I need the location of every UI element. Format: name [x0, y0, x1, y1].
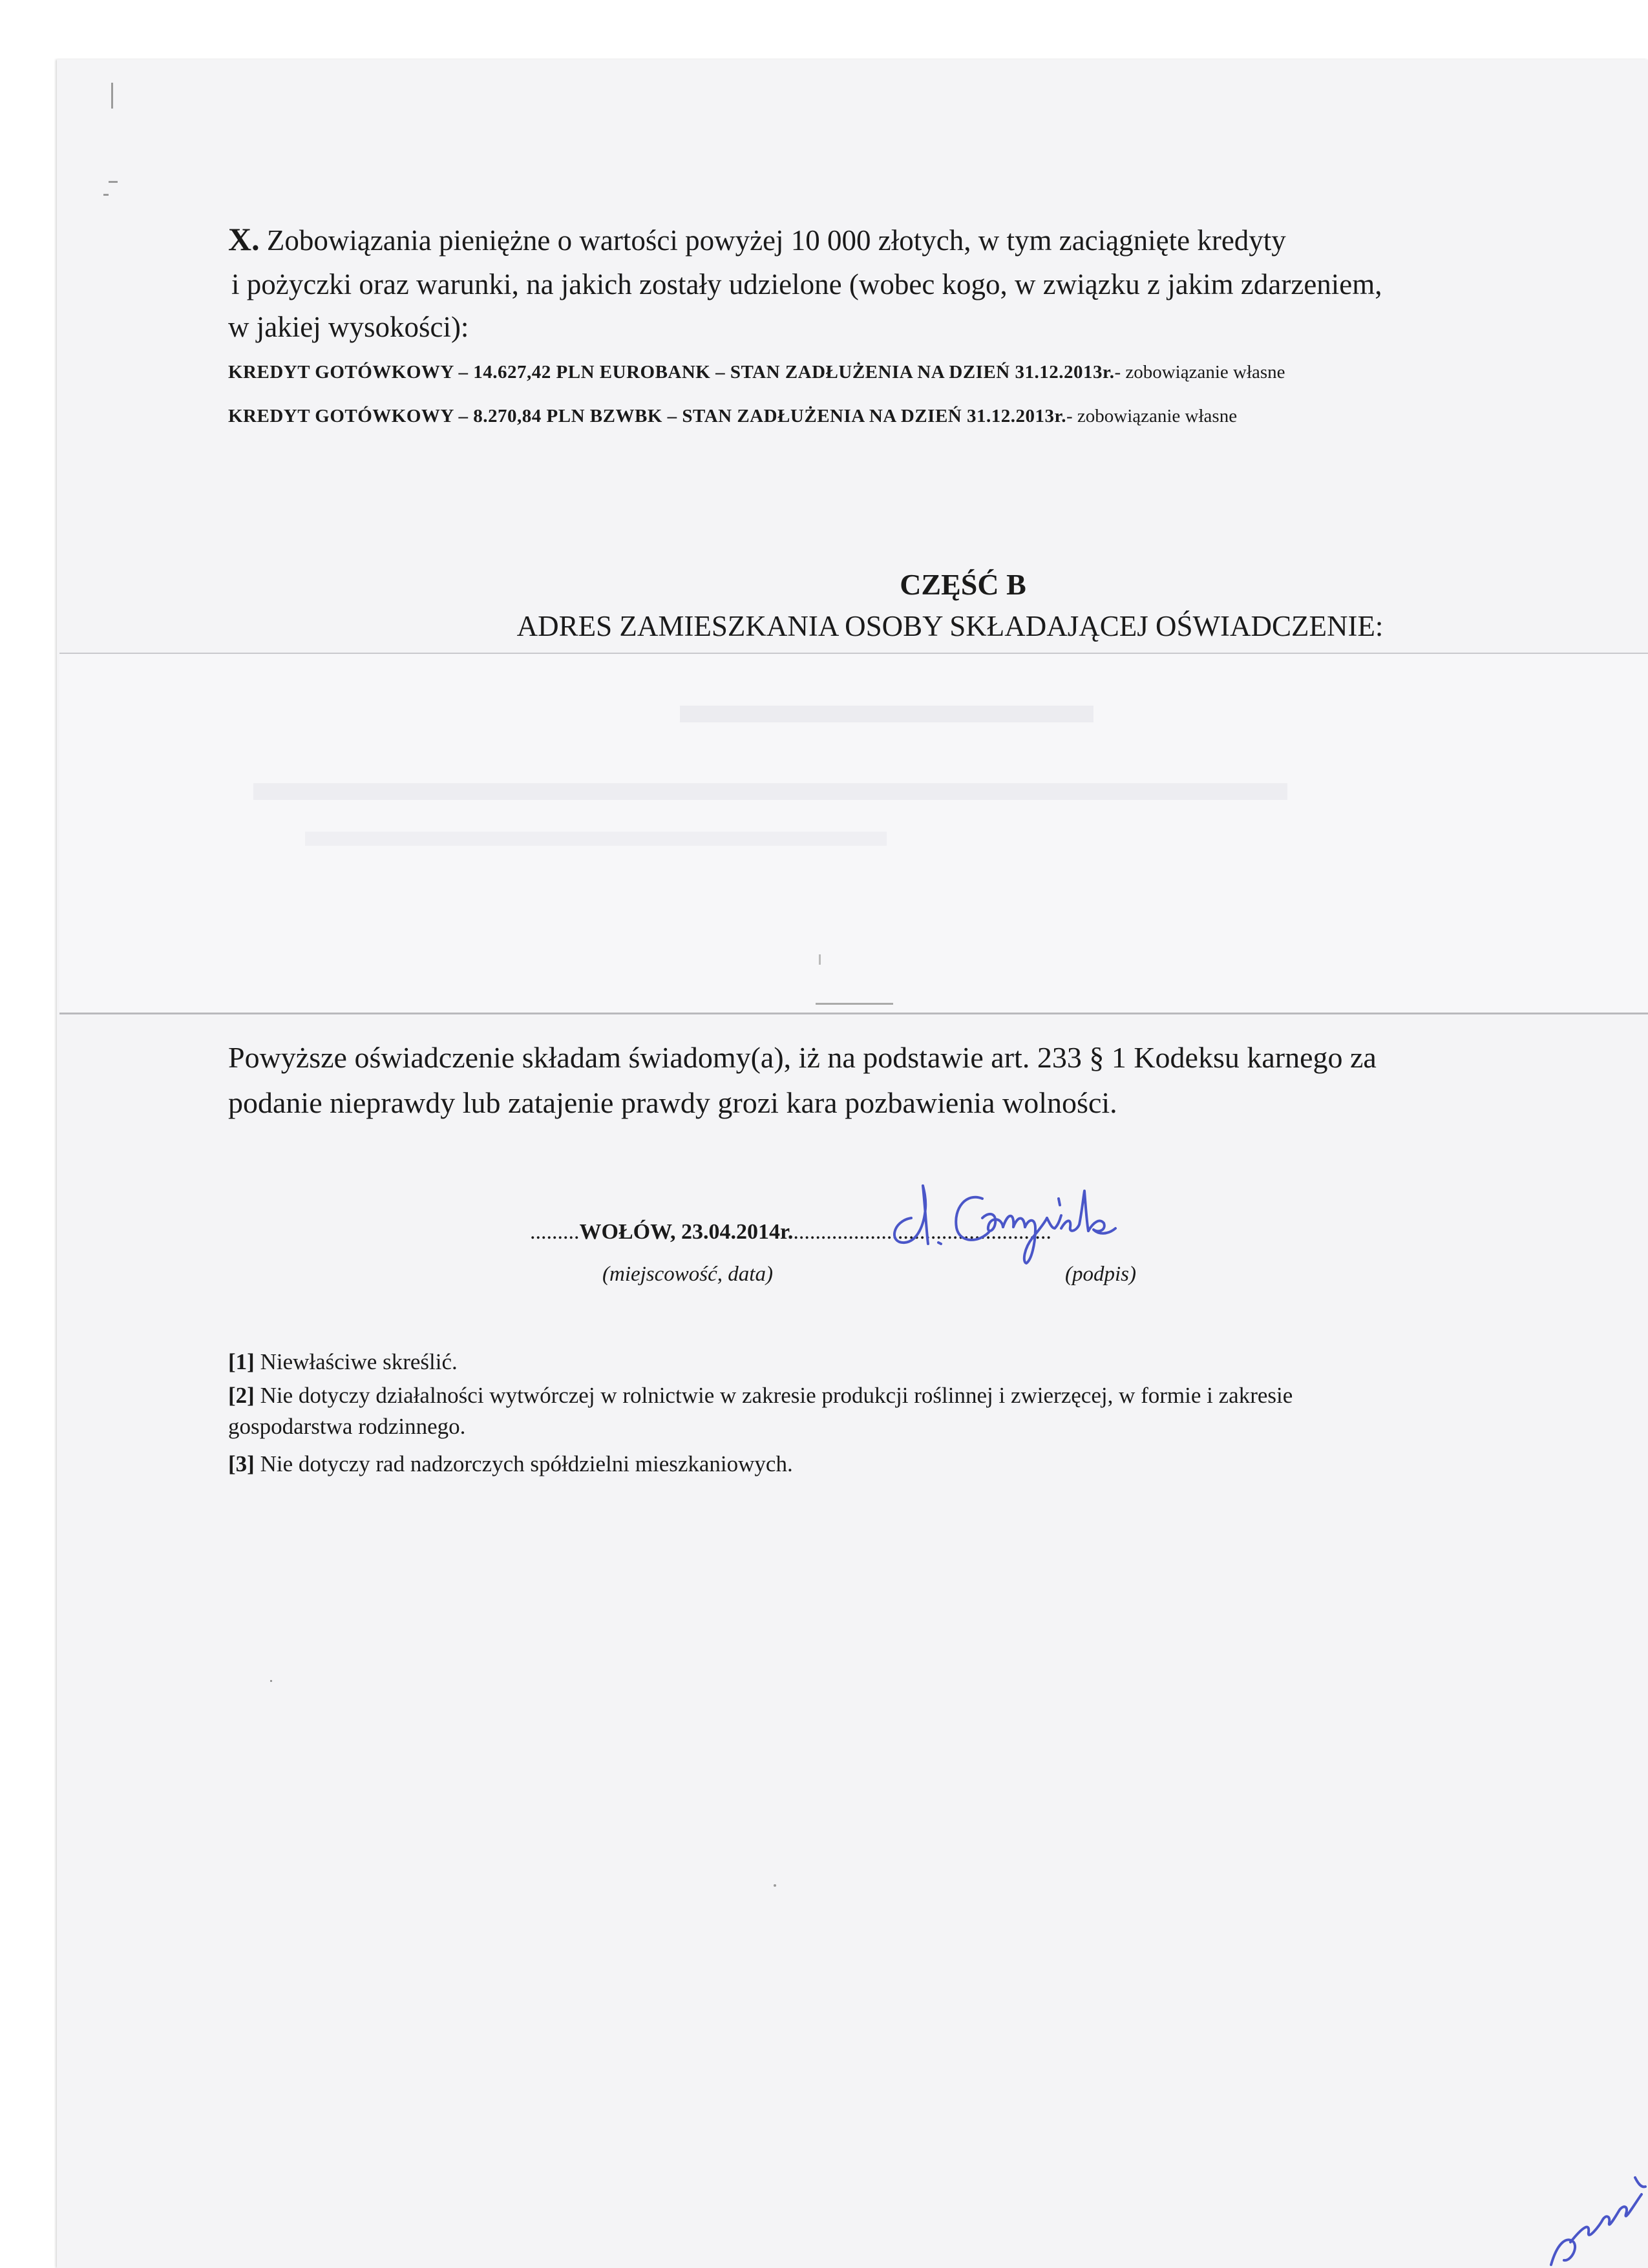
- footnote-2: [228, 1380, 1293, 1411]
- declaration-line-1: Powyższe oświadczenie składam świadomy(a), iż na podstawie art. 233 § 1 Kodeksu karnego za: [228, 1041, 1377, 1074]
- place-date-caption: (miejscowość, data): [602, 1263, 773, 1286]
- covered-address-area: [59, 653, 1648, 1014]
- part-b-subtitle: ADRES ZAMIESZKANIA OSOBY SKŁADAJĄCEJ OŚWIADCZENIE:: [516, 610, 1384, 642]
- declaration-line-2: podanie nieprawdy lub zatajenie prawdy grozi kara pozbawienia wolności.: [228, 1086, 1117, 1119]
- scan-mark: [270, 1680, 272, 1682]
- footnote-1-mark: [1]: [228, 1349, 255, 1374]
- loan-entry-2-tail: - zobowiązanie własne: [1066, 406, 1238, 426]
- signature-caption: (podpis): [1065, 1263, 1136, 1286]
- signature-dots-right: ...............................................: [793, 1220, 1051, 1244]
- scan-mark: [774, 1884, 776, 1887]
- loan-entry-1-text: KREDYT GOTÓWKOWY – 14.627,42 PLN EUROBANK – STAN ZADŁUŻENIA NA DZIEŃ 31.12.2013r.: [228, 362, 1115, 383]
- section-x-text: Zobowiązania pieniężne o wartości powyżej 10 000 złotych, w tym zaciągnięte kredyty: [266, 224, 1286, 257]
- footnote-3: [228, 1449, 793, 1480]
- scan-mark: [109, 181, 118, 183]
- section-x-line-3: w jakiej wysokości):: [228, 311, 469, 343]
- faint-show-through: [305, 832, 887, 846]
- scan-mark: [111, 83, 113, 109]
- footnote-1-text: Niewłaściwe skreślić.: [260, 1349, 458, 1374]
- faint-show-through: [680, 706, 1093, 722]
- part-b-title: CZĘŚĆ B: [900, 568, 1026, 601]
- footnote-2-continuation: gospodarstwa rodzinnego.: [228, 1414, 466, 1439]
- scan-mark: [819, 954, 821, 965]
- loan-entry-1-tail: - zobowiązanie własne: [1114, 362, 1285, 383]
- loan-entry-1: [228, 362, 1285, 383]
- footnote-3-text: Nie dotyczy rad nadzorczych spółdzielni mieszkaniowych.: [260, 1451, 793, 1476]
- section-x-line-1: [228, 220, 1286, 260]
- section-x-line-2: i pożyczki oraz warunki, na jakich zostały udzielone (wobec kogo, w związku z jakim zdarzeniem,: [231, 268, 1382, 300]
- handwritten-signature: [885, 1173, 1189, 1270]
- signature-dots-left: .........: [530, 1220, 580, 1244]
- scanner-margin: [0, 0, 1648, 58]
- footnote-1: [228, 1347, 458, 1378]
- footnote-2-mark: [2]: [228, 1383, 255, 1408]
- section-x-marker: X.: [228, 221, 260, 257]
- document-page: [57, 59, 1648, 2268]
- place-date: WOŁÓW, 23.04.2014r.: [579, 1220, 794, 1244]
- loan-entry-2: [228, 406, 1237, 427]
- scan-mark: [816, 1003, 893, 1005]
- faint-show-through: [253, 783, 1287, 800]
- loan-entry-2-text: KREDYT GOTÓWKOWY – 8.270,84 PLN BZWBK – STAN ZADŁUŻENIA NA DZIEŃ 31.12.2013r.: [228, 406, 1066, 426]
- scan-mark: [103, 194, 109, 196]
- footnote-3-mark: [3]: [228, 1451, 255, 1476]
- footnote-2-text: Nie dotyczy działalności wytwórczej w rolnictwie w zakresie produkcji roślinnej i zwierzęcej, w formie i zakresie: [260, 1383, 1293, 1408]
- corner-initials: [1538, 2165, 1648, 2268]
